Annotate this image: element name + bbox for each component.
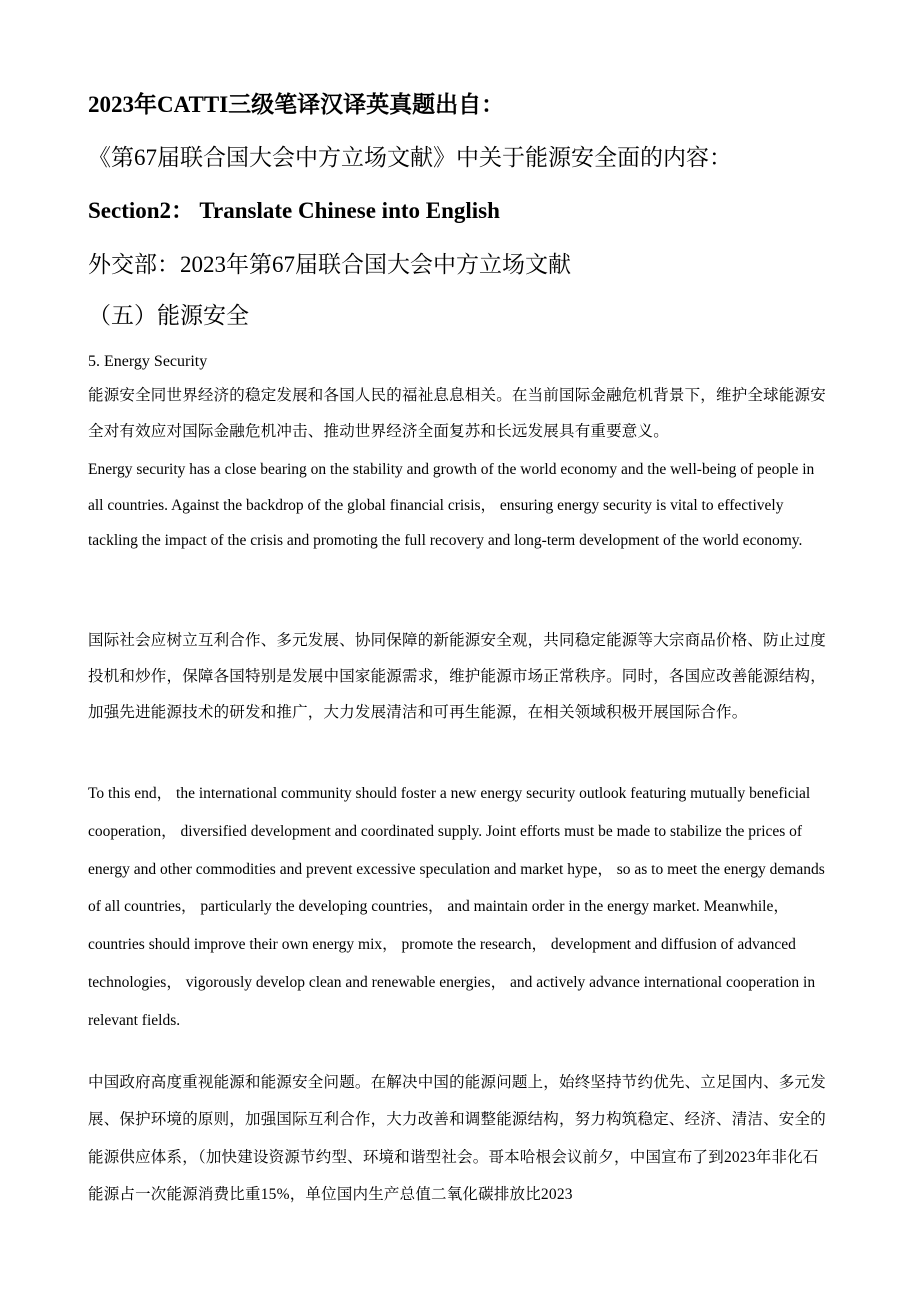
heading-document-topic: 《第67届联合国大会中方立场文献》中关于能源安全面的内容：: [88, 145, 732, 170]
section-title: 5. Energy Security: [88, 353, 208, 370]
paragraph-2-english: To this end， the international community should foster a new energy security outlook featuring mutually beneficial cooperation， diversified development and coordinated supply. Joint efforts must be made to stabilize the prices of energy and other commodities and prevent excessive speculation and market hype， so as to meet the energy demands of all countries， particularly the developing countries， and maintain order in the energy market. Meanwhile， countries should improve their own energy mix， promote the research， development and diffusion of advanced technologies， vigorously develop clean and renewable energies， and actively advance international cooperation in relevant fields.: [88, 785, 825, 1029]
paragraph-1-chinese: 能源安全同世界经济的稳定发展和各国人民的福祉息息相关。在当前国际金融危机背景下，维护全球能源安全对有效应对国际金融危机冲击、推动世界经济全面复苏和长远发展具有重要意义。: [88, 387, 826, 440]
paragraph-3-chinese: 中国政府高度重视能源和能源安全问题。在解决中国的能源问题上，始终坚持节约优先、立足国内、多元发展、保护环境的原则，加强国际互利合作，大力改善和调整能源结构，努力构筑稳定、经济、清洁、安全的能源供应体系，（加快建设资源节约型、环境和谐型社会。哥本哈根会议前夕，中国宣布了到2023年非化石能源占一次能源消费比重15%，单位国内生产总值二氧化碳排放比2023: [88, 1074, 826, 1204]
paragraph-2-chinese: 国际社会应树立互利合作、多元发展、协同保障的新能源安全观，共同稳定能源等大宗商品价格、防止过度投机和炒作，保障各国特别是发展中国家能源需求，维护能源市场正常秩序。同时，各国应改善能源结构，加强先进能源技术的研发和推广，大力发展清洁和可再生能源，在相关领域积极开展国际合作。: [88, 632, 826, 721]
heading-ministry-document: 外交部：2023年第67届联合国大会中方立场文献: [88, 252, 571, 277]
heading-exam-source: 2023年CATTI三级笔译汉译英真题出自：: [88, 92, 505, 117]
heading-section: Section2： Translate Chinese into English: [88, 198, 500, 223]
paragraph-1-english: Energy security has a close bearing on the stability and growth of the world economy and the well-being of people in all countries. Against the backdrop of the global financial crisis， ensuring energy security is vital to effectively tackling the impact of the crisis and promoting the full recovery and long-term development of the world economy.: [88, 461, 815, 549]
heading-part-energy-security: （五）能源安全: [88, 303, 249, 328]
